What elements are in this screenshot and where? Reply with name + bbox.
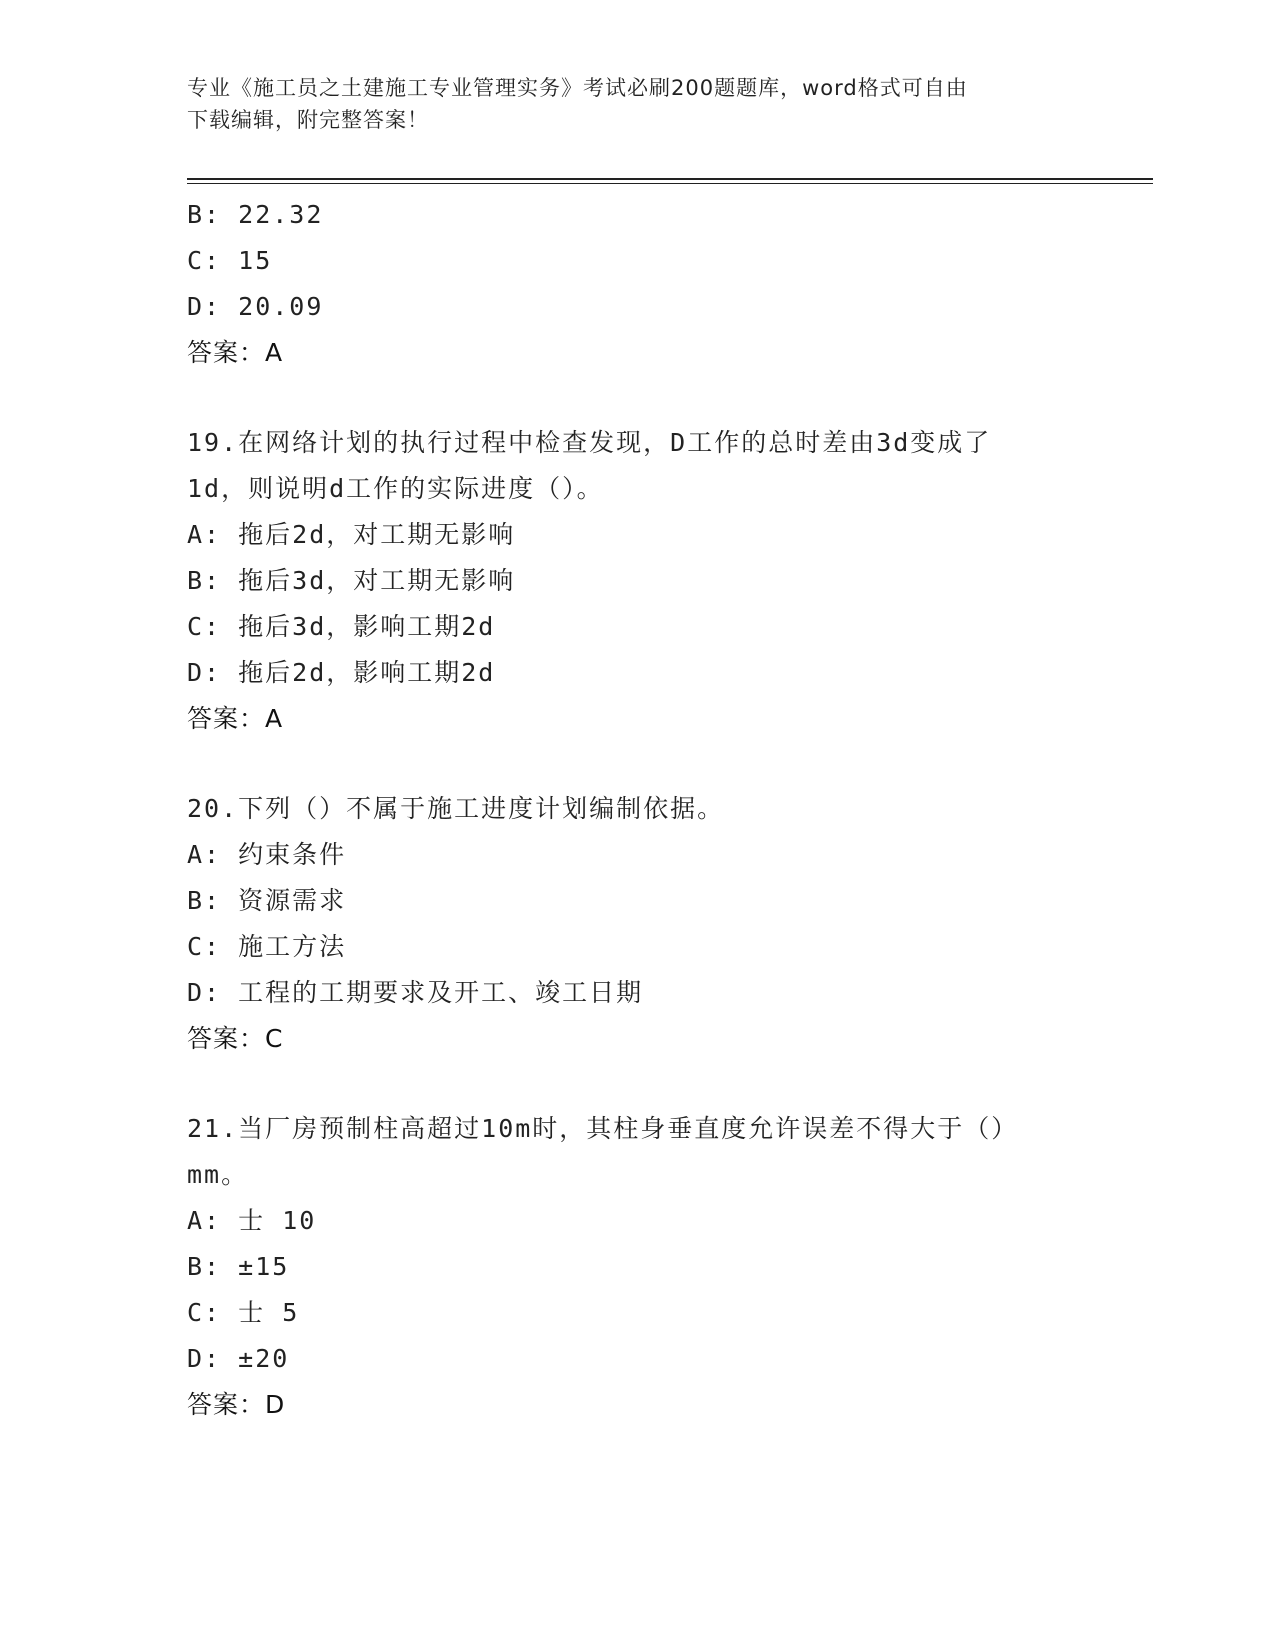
option-c: C: 士 5 — [187, 1298, 300, 1327]
question-list — [187, 192, 1087, 1428]
option-d: D: ±20 — [187, 1344, 290, 1373]
answer: 答案：C — [187, 1024, 284, 1053]
option-b: B: 拖后3d，对工期无影响 — [187, 566, 516, 595]
option-d: D: 20.09 — [187, 292, 324, 321]
option-b: B: ±15 — [187, 1252, 290, 1281]
header-divider-thick — [187, 178, 1153, 180]
answer: 答案：A — [187, 338, 284, 367]
option-b: B: 资源需求 — [187, 886, 347, 915]
option-a: A: 拖后2d，对工期无影响 — [187, 520, 516, 549]
question-21 — [187, 1106, 1087, 1428]
question-text: 21.当厂房预制柱高超过10m时，其柱身垂直度允许误差不得大于（） — [187, 1114, 1019, 1143]
question-18 — [187, 192, 1087, 376]
spacer — [187, 742, 1087, 786]
header-line-1: 专业《施工员之土建施工专业管理实务》考试必刷200题题库，word格式可自由 — [187, 76, 968, 100]
option-c: C: 拖后3d，影响工期2d — [187, 612, 496, 641]
question-text: 19.在网络计划的执行过程中检查发现，D工作的总时差由3d变成了 — [187, 428, 992, 457]
option-a: A: 士 10 — [187, 1206, 317, 1235]
spacer — [187, 1062, 1087, 1106]
question-19 — [187, 420, 1087, 742]
question-20 — [187, 786, 1087, 1062]
option-d: D: 拖后2d，影响工期2d — [187, 658, 496, 687]
header-divider-thin — [187, 183, 1153, 184]
header-line-2: 下载编辑，附完整答案！ — [187, 108, 429, 132]
spacer — [187, 376, 1087, 420]
document-header — [187, 72, 1087, 136]
option-d: D: 工程的工期要求及开工、竣工日期 — [187, 978, 644, 1007]
option-c: C: 15 — [187, 246, 273, 275]
question-text-cont: mm。 — [187, 1160, 249, 1189]
question-text-cont: 1d，则说明d工作的实际进度（）。 — [187, 474, 604, 503]
answer: 答案：D — [187, 1390, 286, 1419]
answer: 答案：A — [187, 704, 284, 733]
question-text: 20.下列（）不属于施工进度计划编制依据。 — [187, 794, 725, 823]
option-a: A: 约束条件 — [187, 840, 347, 869]
option-b: B: 22.32 — [187, 200, 324, 229]
option-c: C: 施工方法 — [187, 932, 347, 961]
